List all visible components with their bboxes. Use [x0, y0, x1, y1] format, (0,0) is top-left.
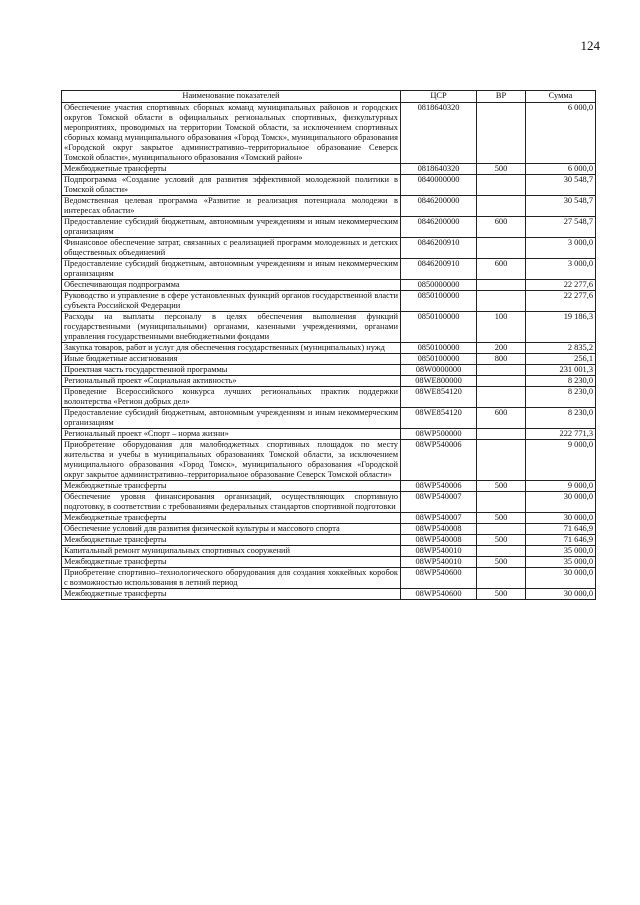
cell-sum: 22 277,6 — [526, 280, 596, 291]
cell-name: Проведение Всероссийского конкурса лучших региональных практик поддержки волонтерства «Регион добрых дел» — [62, 387, 401, 408]
cell-sum: 35 000,0 — [526, 546, 596, 557]
cell-name: Приобретение оборудования для малобюджетных спортивных площадок по месту жительства и учебы в муниципальных образованиях Томской области, за исключением муниципального образования «Город Томск», муниципального образования «Городской округ закрытое административно–территориальное образование Северск Томской области» — [62, 440, 401, 481]
cell-sum: 8 230,0 — [526, 408, 596, 429]
cell-vr: 500 — [477, 535, 526, 546]
table-row — [62, 408, 596, 429]
table-row — [62, 343, 596, 354]
cell-vr — [477, 175, 526, 196]
cell-vr: 500 — [477, 481, 526, 492]
budget-table — [61, 90, 596, 600]
cell-name: Закупка товаров, работ и услуг для обеспечения государственных (муниципальных) нужд — [62, 343, 401, 354]
cell-sum: 30 548,7 — [526, 196, 596, 217]
table-row — [62, 546, 596, 557]
table-row — [62, 557, 596, 568]
cell-vr: 500 — [477, 164, 526, 175]
cell-csr: 08WP540008 — [401, 524, 477, 535]
cell-csr: 0846200000 — [401, 217, 477, 238]
cell-vr: 500 — [477, 589, 526, 600]
cell-csr: 0818640320 — [401, 103, 477, 164]
cell-vr — [477, 280, 526, 291]
cell-name: Ведомственная целевая программа «Развитие и реализация потенциала молодежи в интересах области» — [62, 196, 401, 217]
table-row — [62, 387, 596, 408]
cell-csr: 08WP540006 — [401, 440, 477, 481]
table-row — [62, 217, 596, 238]
cell-sum: 27 548,7 — [526, 217, 596, 238]
cell-sum: 3 000,0 — [526, 259, 596, 280]
cell-sum: 30 000,0 — [526, 492, 596, 513]
cell-name: Иные бюджетные ассигнования — [62, 354, 401, 365]
table-row — [62, 492, 596, 513]
table-row — [62, 103, 596, 164]
cell-csr: 0840000000 — [401, 175, 477, 196]
cell-sum: 222 771,3 — [526, 429, 596, 440]
table-row — [62, 354, 596, 365]
cell-csr: 08WP540007 — [401, 513, 477, 524]
cell-sum: 71 646,9 — [526, 524, 596, 535]
cell-vr: 500 — [477, 557, 526, 568]
cell-csr: 08WP540006 — [401, 481, 477, 492]
cell-csr: 0846200000 — [401, 196, 477, 217]
cell-name: Приобретение спортивно–технологического оборудования для создания хоккейных коробок с возможностью использования в летний период — [62, 568, 401, 589]
cell-vr — [477, 196, 526, 217]
cell-vr: 200 — [477, 343, 526, 354]
cell-vr — [477, 429, 526, 440]
cell-name: Обеспечение уровня финансирования организаций, осуществляющих спортивную подготовку, в соответствии с требованиями федеральных стандартов спортивной подготовки — [62, 492, 401, 513]
cell-name: Обеспечение условий для развития физической культуры и массового спорта — [62, 524, 401, 535]
cell-name: Финансовое обеспечение затрат, связанных с реализацией программ молодежных и детских общественных объединений — [62, 238, 401, 259]
cell-sum: 9 000,0 — [526, 440, 596, 481]
cell-csr: 0846200910 — [401, 259, 477, 280]
cell-name: Руководство и управление в сфере установленных функций органов государственной власти субъекта Российской Федерации — [62, 291, 401, 312]
page-number: 124 — [580, 38, 600, 53]
table-row — [62, 481, 596, 492]
table-row — [62, 376, 596, 387]
cell-name: Региональный проект «Социальная активность» — [62, 376, 401, 387]
cell-csr: 08WP540008 — [401, 535, 477, 546]
table-header-row — [62, 91, 596, 103]
cell-csr: 08WP540010 — [401, 557, 477, 568]
table-row — [62, 291, 596, 312]
cell-sum: 30 000,0 — [526, 589, 596, 600]
table-row — [62, 312, 596, 343]
cell-vr: 600 — [477, 408, 526, 429]
cell-name: Капитальный ремонт муниципальных спортивных сооружений — [62, 546, 401, 557]
cell-sum: 8 230,0 — [526, 387, 596, 408]
cell-csr: 0846200910 — [401, 238, 477, 259]
header-name: Наименование показателей — [62, 91, 401, 103]
table-row — [62, 535, 596, 546]
cell-name: Межбюджетные трансферты — [62, 513, 401, 524]
cell-vr — [477, 387, 526, 408]
cell-name: Межбюджетные трансферты — [62, 164, 401, 175]
cell-name: Межбюджетные трансферты — [62, 481, 401, 492]
cell-sum: 256,1 — [526, 354, 596, 365]
table-row — [62, 365, 596, 376]
table-row — [62, 238, 596, 259]
table-body — [62, 103, 596, 600]
cell-sum: 3 000,0 — [526, 238, 596, 259]
cell-sum: 30 000,0 — [526, 568, 596, 589]
table-row — [62, 280, 596, 291]
table-row — [62, 524, 596, 535]
header-csr: ЦСР — [401, 91, 477, 103]
cell-vr: 800 — [477, 354, 526, 365]
cell-sum: 8 230,0 — [526, 376, 596, 387]
table-row — [62, 589, 596, 600]
cell-name: Межбюджетные трансферты — [62, 535, 401, 546]
cell-sum: 22 277,6 — [526, 291, 596, 312]
cell-sum: 35 000,0 — [526, 557, 596, 568]
cell-vr — [477, 238, 526, 259]
table-row — [62, 568, 596, 589]
cell-vr — [477, 440, 526, 481]
cell-name: Региональный проект «Спорт – норма жизни» — [62, 429, 401, 440]
cell-csr: 0850100000 — [401, 312, 477, 343]
cell-sum: 6 000,0 — [526, 164, 596, 175]
cell-csr: 08WE854120 — [401, 408, 477, 429]
cell-vr: 500 — [477, 513, 526, 524]
table-row — [62, 513, 596, 524]
cell-csr: 0850100000 — [401, 291, 477, 312]
cell-csr: 08W0000000 — [401, 365, 477, 376]
cell-vr — [477, 524, 526, 535]
cell-csr: 0818640320 — [401, 164, 477, 175]
cell-vr: 100 — [477, 312, 526, 343]
cell-sum: 19 186,3 — [526, 312, 596, 343]
cell-vr — [477, 291, 526, 312]
cell-vr — [477, 546, 526, 557]
cell-csr: 08WP540010 — [401, 546, 477, 557]
cell-sum: 30 548,7 — [526, 175, 596, 196]
table-row — [62, 196, 596, 217]
header-vr: ВР — [477, 91, 526, 103]
table-row — [62, 259, 596, 280]
table-row — [62, 164, 596, 175]
cell-name: Межбюджетные трансферты — [62, 557, 401, 568]
cell-sum: 231 001,3 — [526, 365, 596, 376]
cell-sum: 71 646,9 — [526, 535, 596, 546]
cell-vr — [477, 103, 526, 164]
cell-vr — [477, 568, 526, 589]
cell-name: Расходы на выплаты персоналу в целях обеспечения выполнения функций государственными (муниципальными) органами, казенными учреждениями, органами управления государственными внебюджетными фондами — [62, 312, 401, 343]
table-row — [62, 429, 596, 440]
cell-name: Проектная часть государственной программы — [62, 365, 401, 376]
cell-name: Предоставление субсидий бюджетным, автономным учреждениям и иным некоммерческим организациям — [62, 259, 401, 280]
cell-vr: 600 — [477, 217, 526, 238]
cell-name: Подпрограмма «Создание условий для развития эффективной молодежной политики в Томской области» — [62, 175, 401, 196]
cell-name: Обеспечивающая подпрограмма — [62, 280, 401, 291]
cell-vr — [477, 492, 526, 513]
header-sum: Сумма — [526, 91, 596, 103]
cell-name: Предоставление субсидий бюджетным, автономным учреждениям и иным некоммерческим организациям — [62, 217, 401, 238]
cell-csr: 0850100000 — [401, 354, 477, 365]
cell-sum: 6 000,0 — [526, 103, 596, 164]
cell-csr: 08WE800000 — [401, 376, 477, 387]
table-row — [62, 175, 596, 196]
cell-name: Предоставление субсидий бюджетным, автономным учреждениям и иным некоммерческим организациям — [62, 408, 401, 429]
cell-vr — [477, 365, 526, 376]
cell-csr: 08WP540600 — [401, 589, 477, 600]
cell-sum: 30 000,0 — [526, 513, 596, 524]
cell-csr: 08WP540600 — [401, 568, 477, 589]
cell-csr: 08WE854120 — [401, 387, 477, 408]
cell-sum: 9 000,0 — [526, 481, 596, 492]
cell-name: Обеспечение участия спортивных сборных команд муниципальных районов и городских округов Томской области в официальных региональных спортивных, физкультурных мероприятиях, проводимых на территории Томской области, за исключением спортивных сборных команд муниципального образования «Город Томск», муниципального образования «Городской округ закрытое административно–территориальное образование Северск Томской области», муниципального образования «Томский район» — [62, 103, 401, 164]
cell-csr: 08WP500000 — [401, 429, 477, 440]
cell-name: Межбюджетные трансферты — [62, 589, 401, 600]
cell-vr — [477, 376, 526, 387]
cell-csr: 0850000000 — [401, 280, 477, 291]
table-row — [62, 440, 596, 481]
cell-sum: 2 835,2 — [526, 343, 596, 354]
cell-vr: 600 — [477, 259, 526, 280]
cell-csr: 08WP540007 — [401, 492, 477, 513]
cell-csr: 0850100000 — [401, 343, 477, 354]
